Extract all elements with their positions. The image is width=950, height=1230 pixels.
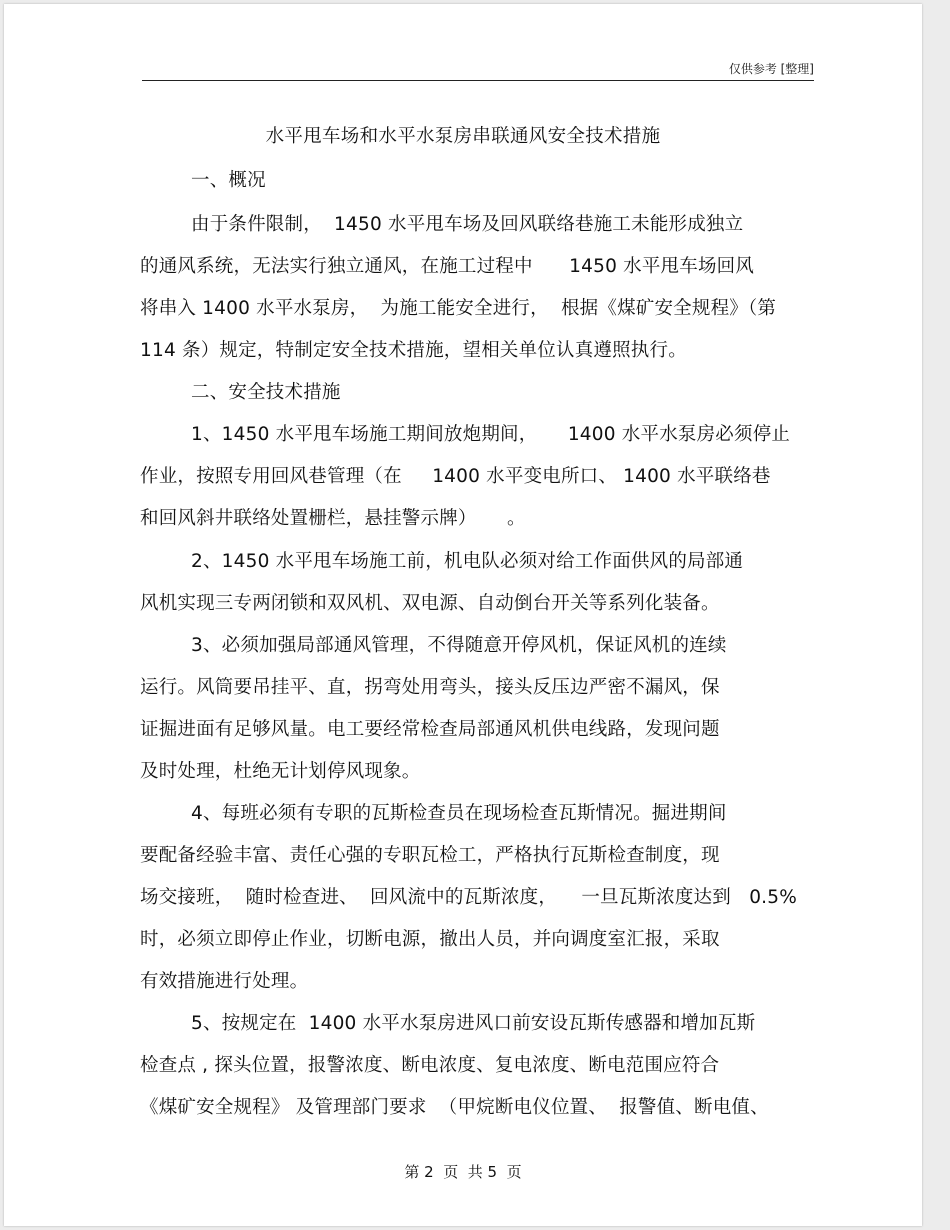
paragraph-line: 3、必须加强局部通风管理，不得随意开停风机，保证风机的连续 xyxy=(191,635,727,656)
section-heading: 二、安全技术措施 xyxy=(191,382,341,403)
paragraph-line: 运行。风筒要吊挂平、直，拐弯处用弯头，接头反压边严密不漏风，保 xyxy=(140,677,720,698)
paragraph-line: 由于条件限制， 1450 水平甩车场及回风联络巷施工未能形成独立 xyxy=(191,214,744,235)
paragraph-line: 的通风系统，无法实行独立通风，在施工过程中 1450 水平甩车场回风 xyxy=(140,256,755,277)
paragraph-line: 及时处理，杜绝无计划停风现象。 xyxy=(140,761,421,782)
paragraph-line: 2、1450 水平甩车场施工前，机电队必须对给工作面供风的局部通 xyxy=(191,551,744,572)
paragraph-line: 《煤矿安全规程》 及管理部门要求 （甲烷断电仪位置、 报警值、断电值、 xyxy=(140,1097,769,1118)
paragraph-line: 和回风斜井联络处置栅栏，悬挂警示牌） 。 xyxy=(140,508,526,529)
paragraph-line: 时，必须立即停止作业，切断电源，撤出人员，并向调度室汇报，采取 xyxy=(140,929,720,950)
paragraph-line: 4、每班必须有专职的瓦斯检查员在现场检查瓦斯情况。掘进期间 xyxy=(191,803,727,824)
header-rule xyxy=(142,80,814,81)
document-title: 水平甩车场和水平水泵房串联通风安全技术措施 xyxy=(265,126,661,147)
paragraph-line: 风机实现三专两闭锁和双风机、双电源、自动倒台开关等系列化装备。 xyxy=(140,593,720,614)
paragraph-line: 1、1450 水平甩车场施工期间放炮期间， 1400 水平水泵房必须停止 xyxy=(191,424,791,445)
paragraph-line: 要配备经验丰富、责任心强的专职瓦检工，严格执行瓦斯检查制度，现 xyxy=(140,845,720,866)
page-number-footer: 第 2 页 共 5 页 xyxy=(404,1163,522,1181)
paragraph-line: 场交接班， 随时检查进、 回风流中的瓦斯浓度， 一旦瓦斯浓度达到 0.5% xyxy=(140,887,797,908)
paragraph-line: 检查点 , 探头位置，报警浓度、断电浓度、复电浓度、断电范围应符合 xyxy=(140,1055,720,1076)
paragraph-line: 114 条）规定，特制定安全技术措施，望相关单位认真遵照执行。 xyxy=(140,340,687,361)
paragraph-line: 作业，按照专用回风巷管理（在 1400 水平变电所口、 1400 水平联络巷 xyxy=(140,466,771,487)
paragraph-line: 将串入 1400 水平水泵房， 为施工能安全进行， 根据《煤矿安全规程》（第 xyxy=(140,298,777,319)
paragraph-line: 5、按规定在 1400 水平水泵房进风口前安设瓦斯传感器和增加瓦斯 xyxy=(191,1013,756,1034)
paragraph-line: 有效措施进行处理。 xyxy=(140,971,309,992)
paragraph-line: 证掘进面有足够风量。电工要经常检查局部通风机供电线路，发现问题 xyxy=(140,719,720,740)
section-heading: 一、概况 xyxy=(191,170,266,191)
document-page xyxy=(4,4,922,1226)
page-header-note: 仅供参考 [整理] xyxy=(728,62,814,76)
